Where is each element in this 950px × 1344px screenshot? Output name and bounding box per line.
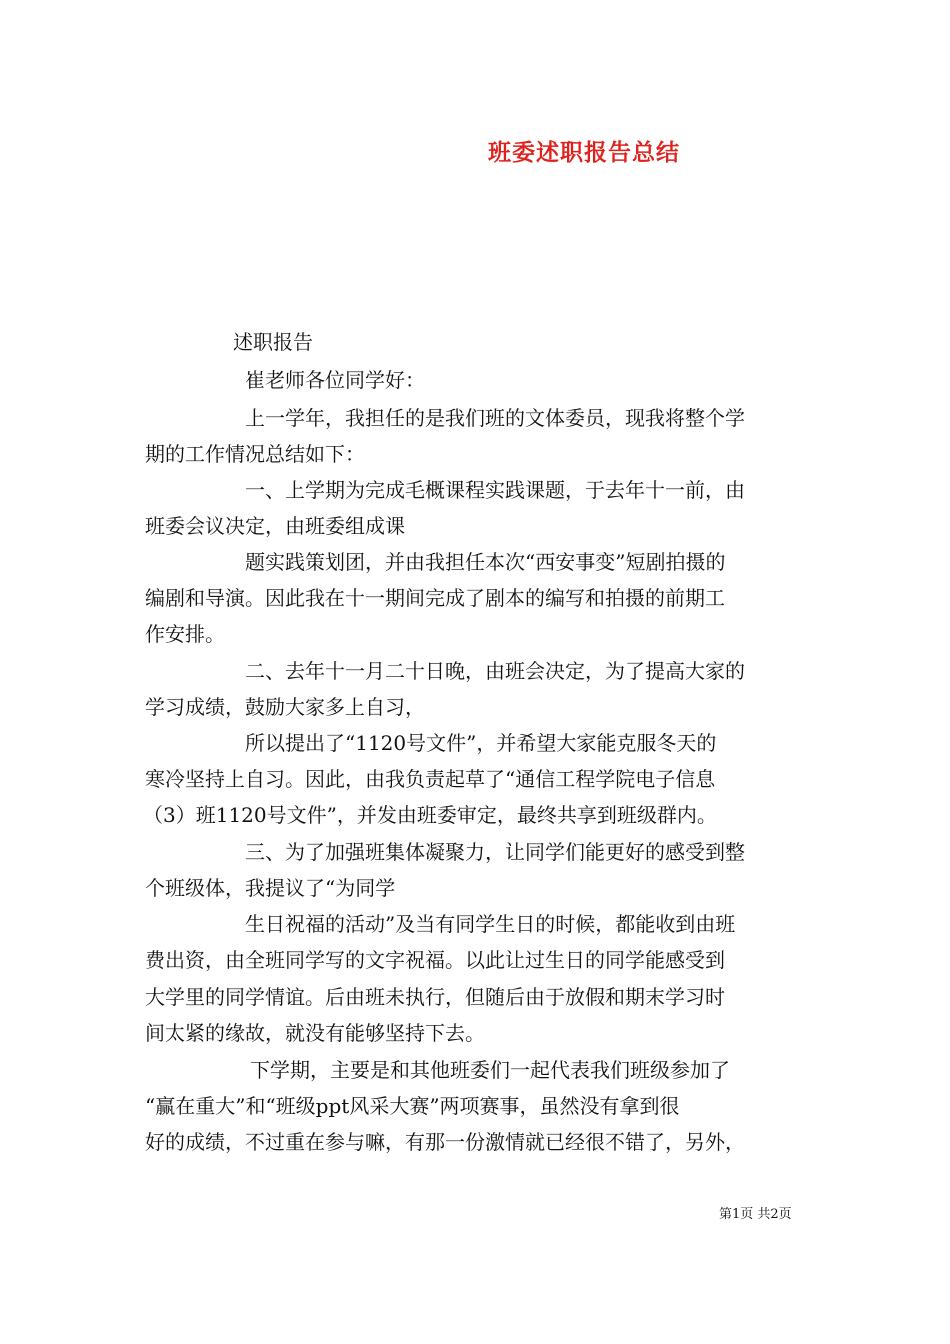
- body-line: 作安排。: [145, 622, 225, 646]
- body-line: 下学期，主要是和其他班委们一起代表我们班级参加了: [250, 1058, 730, 1082]
- body-line: “赢在重大”和“班级ppt风采大赛”两项赛事，虽然没有拿到很: [145, 1094, 680, 1118]
- body-line: 费出资，由全班同学写的文字祝福。以此让过生日的同学能感受到: [145, 948, 725, 972]
- body-line: 寒冷坚持上自习。因此，由我负责起草了“通信工程学院电子信息: [145, 767, 716, 791]
- body-line: 个班级体，我提议了“为同学: [145, 876, 396, 900]
- page-number: 第1页 共2页: [719, 1207, 792, 1222]
- body-line: 述职报告: [233, 330, 313, 354]
- body-line: 学习成绩，鼓励大家多上自习，: [145, 695, 425, 719]
- body-line: 大学里的同学情谊。后由班未执行，但随后由于放假和期末学习时: [145, 985, 725, 1009]
- body-line: 崔老师各位同学好：: [245, 368, 425, 392]
- body-line: 三、为了加强班集体凝聚力，让同学们能更好的感受到整: [245, 840, 745, 864]
- body-line: 一、上学期为完成毛概课程实践课题，于去年十一前，由: [245, 478, 745, 502]
- body-line: 生日祝福的活动”及当有同学生日的时候，都能收到由班: [245, 912, 736, 936]
- body-line: 好的成绩，不过重在参与嘛，有那一份激情就已经很不错了，另外，: [145, 1130, 745, 1154]
- body-line: 编剧和导演。因此我在十一期间完成了剧本的编写和拍摄的前期工: [145, 586, 725, 610]
- body-line: 上一学年，我担任的是我们班的文体委员，现我将整个学: [245, 406, 745, 430]
- body-line: 间太紧的缘故，就没有能够坚持下去。: [145, 1021, 485, 1045]
- body-line: 题实践策划团，并由我担任本次“西安事变”短剧拍摄的: [245, 550, 726, 574]
- document-title: 班委述职报告总结: [488, 139, 680, 166]
- body-line: 所以提出了“1120号文件”，并希望大家能克服冬天的: [245, 731, 717, 755]
- body-line: 二、去年十一月二十日晚，由班会决定，为了提高大家的: [245, 659, 745, 683]
- body-line: （3）班1120号文件”，并发由班委审定，最终共享到班级群内。: [143, 803, 717, 827]
- body-line: 期的工作情况总结如下：: [145, 442, 365, 466]
- body-line: 班委会议决定，由班委组成课: [145, 514, 405, 538]
